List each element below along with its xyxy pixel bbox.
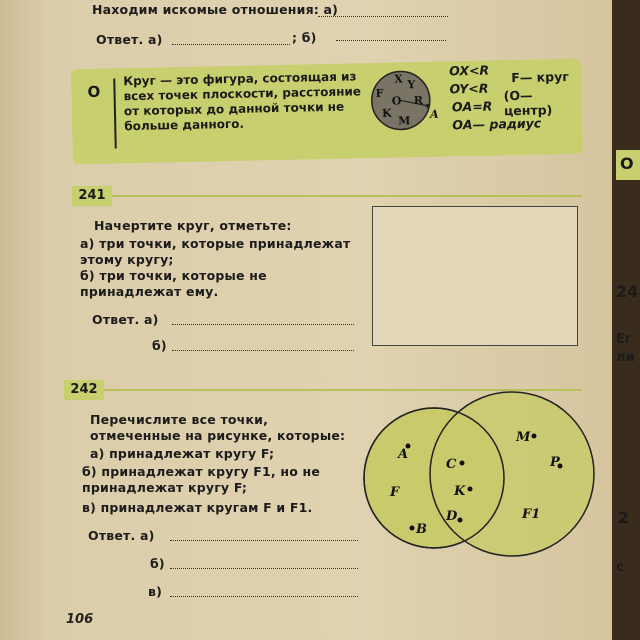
f-label: F— круг: [511, 68, 569, 86]
answer-line: [336, 40, 446, 41]
edge-text: 2: [618, 508, 630, 527]
two-circles-figure: [362, 388, 602, 588]
label-f1: F1: [522, 507, 541, 522]
definition-circle-diagram: [367, 66, 438, 137]
pt-a: A: [429, 107, 439, 121]
task-number: 241: [72, 186, 112, 206]
pt-y: Y: [407, 78, 416, 92]
circle-f1: [430, 392, 594, 556]
answer-line: [170, 540, 358, 541]
o-label: (O— центр): [503, 87, 553, 119]
answer-line: [318, 16, 448, 17]
answer-b-label: ; б): [292, 30, 317, 45]
point-d-dot: [458, 518, 463, 523]
task-242-answer-b: б): [150, 556, 165, 571]
point-c-dot: [460, 461, 465, 466]
point-k: K: [454, 484, 466, 499]
relation: OY<R: [449, 80, 489, 97]
task-241-b: б) три точки, которые не принадлежат ему.: [80, 268, 267, 299]
task-number: 242: [64, 380, 104, 400]
label-f: F: [390, 485, 400, 500]
point-p: P: [550, 455, 560, 470]
pt-f: F: [375, 86, 384, 100]
task-242-answer-a: Ответ. а): [88, 528, 155, 543]
point-c: C: [446, 457, 457, 472]
adjacent-page-edge: [612, 0, 640, 640]
task-242-answer-c: в): [148, 584, 163, 599]
definition-text: Круг — это фигура, состоящая из всех точек плоскости, расстояние от которых до данной точки не больше данного.: [123, 69, 362, 134]
answer-line: [170, 568, 358, 569]
edge-text: ли: [616, 350, 635, 365]
pt-x: X: [394, 72, 404, 86]
pt-o: O: [391, 94, 402, 108]
edge-text: Ег: [616, 332, 632, 347]
pt-k: K: [381, 106, 392, 120]
point-b: B: [416, 522, 427, 537]
pt-m: M: [398, 114, 411, 128]
edge-text: с: [616, 560, 624, 575]
definition-marker: О: [87, 82, 101, 102]
relation: OX<R: [449, 62, 490, 79]
answer-line: [172, 44, 290, 45]
answer-line: [172, 350, 354, 351]
edge-text: О: [620, 154, 634, 173]
task-241-header: [72, 186, 582, 206]
task-241-answer-b: б): [152, 338, 167, 353]
point-b-dot: [410, 526, 415, 531]
divider: [113, 78, 116, 148]
relation: OA=R: [451, 98, 493, 115]
point-k-dot: [468, 487, 473, 492]
pt-r: R: [413, 93, 424, 108]
header-rule: [112, 195, 582, 197]
answer-line: [170, 596, 358, 597]
point-m: M: [516, 430, 531, 445]
task-242-b: б) принадлежат кругу F1, но не принадлежат кругу F;: [82, 464, 321, 495]
point-a: A: [398, 447, 409, 462]
top-line: Находим искомые отношения: а): [92, 2, 339, 17]
task-241-intro: Начертите круг, отметьте:: [94, 218, 292, 233]
task-241-a: а) три точки, которые принадлежат этому кругу;: [80, 236, 351, 267]
drawing-area[interactable]: [372, 206, 578, 346]
point-d: D: [446, 509, 458, 524]
task-242-c: в) принадлежат кругам F и F1.: [82, 500, 313, 515]
edge-text: 24: [616, 282, 639, 301]
point-m-dot: [532, 434, 537, 439]
answer-label: Ответ. а): [96, 32, 163, 47]
task-242-intro: Перечислите все точки, отмеченные на рисунке, которые:: [90, 412, 346, 443]
definition-box: [71, 59, 583, 165]
answer-line: [172, 324, 354, 325]
task-241-answer-a: Ответ. а): [92, 312, 159, 327]
page-number: 106: [66, 612, 94, 627]
task-242-a: а) принадлежат кругу F;: [90, 446, 275, 461]
relation: OA— радиус: [452, 115, 542, 133]
